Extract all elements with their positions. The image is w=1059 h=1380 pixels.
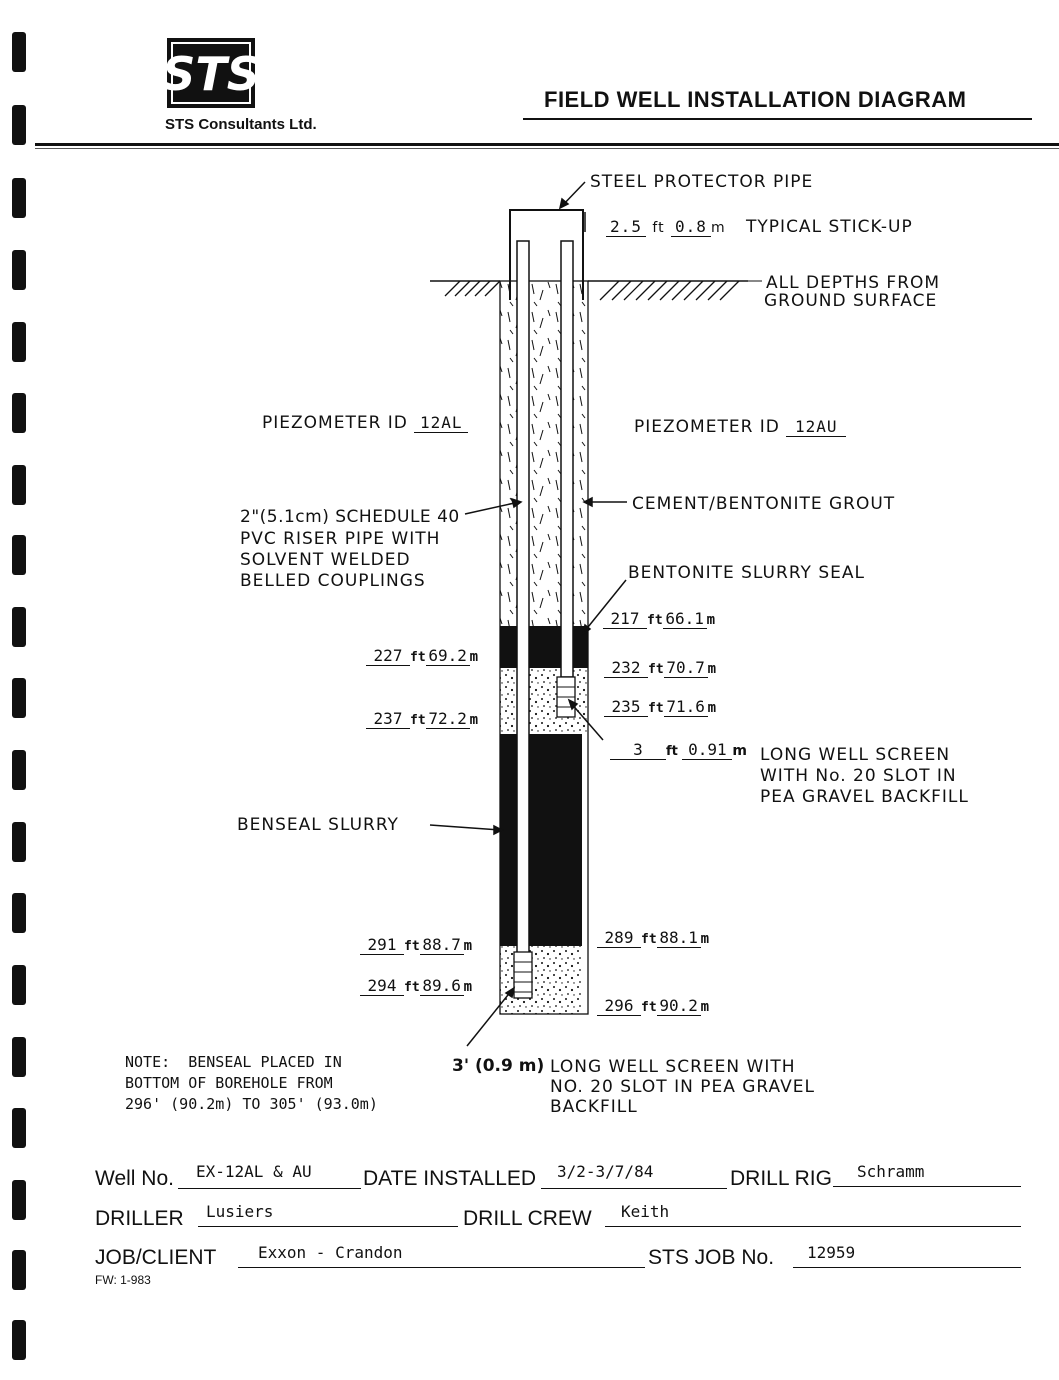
company-name: STS Consultants Ltd. <box>165 116 317 133</box>
sts-job-field <box>793 1243 1021 1268</box>
drill-crew-value: Keith <box>621 1202 670 1221</box>
driller-field <box>198 1202 458 1227</box>
sts-job-value: 12959 <box>807 1243 856 1262</box>
grout-fill <box>500 281 588 626</box>
stickup-ft: 2.5 <box>606 217 646 237</box>
drill-rig-field <box>833 1162 1021 1187</box>
piezometer-label: PIEZOMETER ID <box>634 417 780 437</box>
logo-text: STS <box>165 47 257 101</box>
job-client-value: Exxon - Crandon <box>258 1243 403 1262</box>
screen-bottom-line2: NO. 20 SLOT IN PEA GRAVEL <box>550 1077 815 1097</box>
stickup-text: TYPICAL STICK-UP <box>746 217 913 237</box>
date-installed-field <box>541 1162 727 1189</box>
screen-right-line2: WITH No. 20 SLOT IN <box>760 766 957 786</box>
depth-227: 227 ft 69.2 m <box>366 646 478 666</box>
piezometer-id-right: 12AU <box>786 417 846 437</box>
driller-value: Lusiers <box>206 1202 274 1221</box>
ft-unit: ft <box>652 220 665 236</box>
well-no-field <box>178 1162 361 1189</box>
date-installed-value: 3/2-3/7/84 <box>557 1162 654 1181</box>
steel-protector-label: STEEL PROTECTOR PIPE <box>590 172 814 192</box>
date-installed-label: DATE INSTALLED <box>363 1167 537 1190</box>
bentonite-seal-fill <box>500 626 588 668</box>
lower-gravel-pack <box>500 946 582 1014</box>
riser-pipe-12au <box>561 241 573 677</box>
stickup-m: 0.8 <box>671 217 711 237</box>
screen-bottom-line1: LONG WELL SCREEN WITH <box>550 1057 796 1077</box>
well-screen-12al <box>514 952 532 998</box>
benseal-slurry-label: BENSEAL SLURRY <box>237 815 399 835</box>
pvc-riser-line3: SOLVENT WELDED <box>240 550 411 570</box>
drill-rig-value: Schramm <box>857 1162 925 1181</box>
job-client-field <box>238 1243 645 1268</box>
well-no-label: Well No. <box>95 1167 174 1190</box>
depths-note-line2: GROUND SURFACE <box>764 291 938 311</box>
sts-job-label: STS JOB No. <box>648 1246 775 1269</box>
depths-note-line1: ALL DEPTHS FROM <box>766 273 941 293</box>
ground-surface <box>430 281 762 300</box>
stickup-row <box>606 217 913 237</box>
depth-296: 296 ft 90.2 m <box>597 996 709 1016</box>
depth-235: 235 ft 71.6 m <box>604 697 716 717</box>
piezometer-id-left: 12AL <box>414 413 468 433</box>
pvc-riser-line2: PVC RISER PIPE WITH <box>240 529 441 549</box>
driller-label: DRILLER <box>95 1207 184 1230</box>
piezometer-right <box>634 417 846 437</box>
bentonite-seal-label: BENTONITE SLURRY SEAL <box>628 563 865 583</box>
depth-289: 289 ft 88.1 m <box>597 928 709 948</box>
depth-237: 237 ft 72.2 m <box>366 709 478 729</box>
m-unit: m <box>710 220 726 236</box>
page-title: FIELD WELL INSTALLATION DIAGRAM <box>544 87 967 112</box>
well-no-value: EX-12AL & AU <box>196 1162 312 1181</box>
pvc-riser-line1: 2"(5.1cm) SCHEDULE 40 <box>240 507 460 527</box>
screen-right-line3: PEA GRAVEL BACKFILL <box>760 787 969 807</box>
pvc-riser-line4: BELLED COUPLINGS <box>240 571 426 591</box>
job-client-label: JOB/CLIENT <box>95 1246 217 1269</box>
drill-rig-label: DRILL RIG <box>730 1167 832 1190</box>
screen-right-length: 3 ft 0.91 m <box>610 740 747 760</box>
benseal-fill <box>500 734 582 946</box>
form-id: FW: 1-983 <box>95 1273 151 1287</box>
screen-bottom-size: 3' (0.9 m) <box>452 1056 545 1076</box>
screen-right-line1: LONG WELL SCREEN <box>760 745 951 765</box>
piezometer-left <box>262 413 468 433</box>
depth-232: 232 ft 70.7 m <box>604 658 716 678</box>
drill-crew-label: DRILL CREW <box>463 1207 592 1230</box>
drill-crew-field <box>605 1202 1021 1227</box>
depth-291: 291 ft 88.7 m <box>360 935 472 955</box>
depth-294: 294 ft 89.6 m <box>360 976 472 996</box>
depth-217: 217 ft 66.1 m <box>603 609 715 629</box>
riser-pipe-12al <box>517 241 529 957</box>
benseal-note: NOTE: BENSEAL PLACED IN BOTTOM OF BOREHOLE FROM 296' (90.2m) TO 305' (93.0m) <box>125 1053 378 1113</box>
screen-bottom-line3: BACKFILL <box>550 1097 638 1117</box>
grout-label: CEMENT/BENTONITE GROUT <box>632 494 896 514</box>
piezometer-label: PIEZOMETER ID <box>262 413 408 433</box>
